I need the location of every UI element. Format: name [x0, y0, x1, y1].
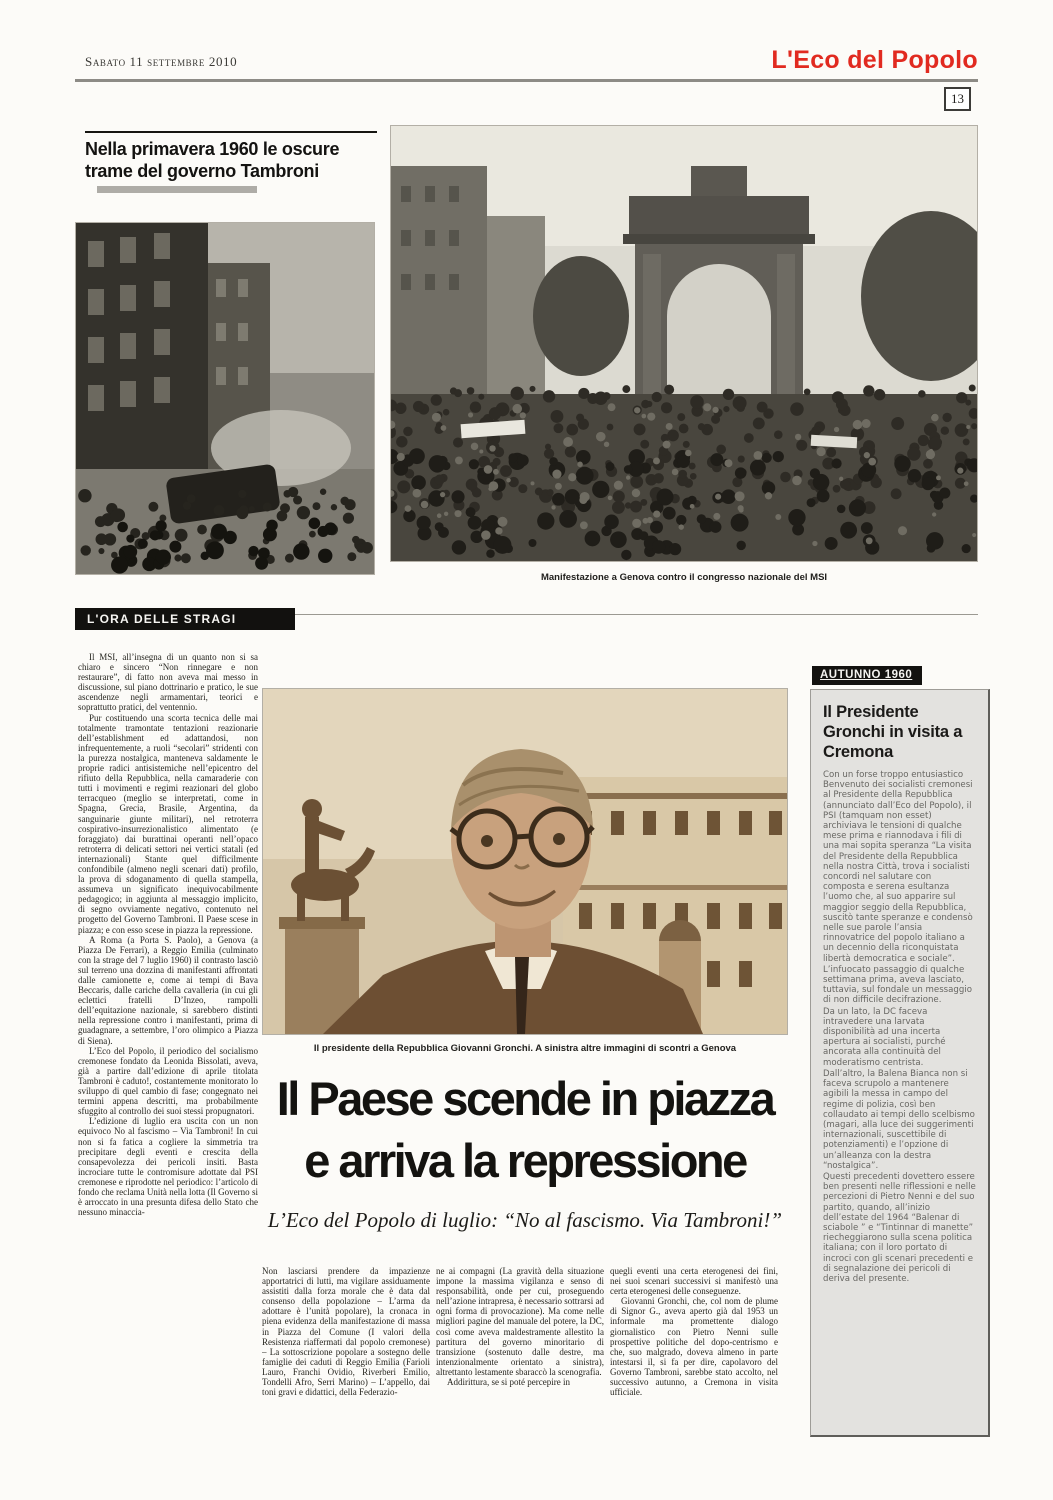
- sidebar-badge: [812, 666, 922, 685]
- sidebar-paragraph: Dall’altro, la Balena Bianca non si faceva scrupolo a mantenere agibili la messa in campo del regime di polizia, così ben collaudato ai tempi dello scelbismo (magari, alla luce dei suggerimenti internazionali, suscettibile di potenziamenti) e l’opzione di un’alleanza con la destra “nostalgica”.: [823, 1068, 975, 1171]
- headline-line2: e arriva la repressione: [304, 1134, 746, 1187]
- headline-line1: Il Paese scende in piazza: [276, 1072, 774, 1125]
- main-headline: [252, 1068, 798, 1192]
- photo-caption-right: Manifestazione a Genova contro il congresso nazionale del MSI: [540, 572, 828, 583]
- arch-silhouette: [623, 166, 815, 404]
- sidebar-paragraph: Questi precedenti dovettero essere ben presenti nelle riflessioni e nelle percezioni di Pietro Nenni e del suo partito, quando, all’inizio dell’estate del 1964 “Balenar di sciabole ” e “Tintinnar di manette” riecheggiarono sulla scena politica italiana; con il loro portato di incroci con gli scenari precedenti e di segnalazione dei pericoli di deriva del presente.: [823, 1171, 976, 1284]
- sidebar-badge-label: AUTUNNO 1960: [820, 669, 913, 681]
- article-paragraph: L’Eco del Popolo, il periodico del socialismo cremonese fondato da Leonida Bissolati, aveva, già a partire dall’edizione di aprile titolata Tambroni è caduto!, costantemente monitorato lo sviluppo di quel cambio di fase; congegnato nei termini appena descritti, ma probabilmente sfuggito al controllo dei suoi stessi propugnatori.: [78, 1045, 258, 1117]
- header-rule: [75, 79, 978, 82]
- issue-date: Sabato 11 settembre 2010: [85, 54, 238, 69]
- article-column-3: [436, 1266, 604, 1466]
- sidebar-body: [823, 770, 976, 1284]
- tree-silhouette: [533, 256, 629, 376]
- photo-caption-center: Il presidente della Repubblica Giovanni Gronchi. A sinistra altre immagini di scontri a Genova: [313, 1043, 737, 1054]
- article-paragraph: A Roma (a Porta S. Paolo), a Genova (a Piazza De Ferrari), a Reggio Emilia (culminato con la strage del 7 luglio 1960) il contrasto lasciò sul terreno una dozzina di manifestanti affrontati dalle camionette e, come ai tempi di Bava Beccaris, dalle cariche della cavalleria (in cui gli eclettici fratelli D’Inzeo, rampolli dell’equitazione nazionale, si sarebbero distinti nella repressione contro i manifestanti, prima di guadagnare, a settembre, l’oro olimpico a Piazza di Siena).: [78, 934, 258, 1046]
- article-paragraph: Pur costituendo una scorta tecnica delle mai totalmente tramontate tentazioni reazionarie dell’establishment ed adattandosi, non infrequentemente, a ruoli “secolari” stridenti con la purezza nostalgica, manteneva saldamente le proprie radici antisistemiche nell’epicentro del rifiuto della Repubblica, nella camaraderie con tutti i movimenti e regimi reazionari del globo terracqueo (meglio se interpretati, come in Spagna, Grecia, Brasile, Argentina, da sanguinarie giunte militari), nel retroterra cospirativo-insurrezionalistico alimentato (e foraggiato) dai burattinai operanti nell’opaco retroterra di delicati settori nei vertici statali (ed internazionali) Stante quel difficilmente confondibile (almeno negli scenari dati) profilo, la prova di sdoganamento di quella stampella, assumeva un significato inequivocabilmente pedagogico; in aggiunta al messaggio implicito, di segno ovviamente negativo, contenuto nel progetto del Governo Tambroni. Il Paese scese in piazza; e con esso scese in piazza la repressione.: [78, 712, 258, 935]
- sidebar-title: Il Presidente Gronchi in visita a Cremona: [823, 703, 963, 761]
- article-paragraph: Giovanni Gronchi, che, col nom de plume di Signor G., aveva aperto già dal 1953 un informale ma promettente dialogo giornalistico con Pietro Nenni sulle prospettive politiche del dopo-centrismo e che, suo malgrado, doveva almeno in parte intestarsi il, si fa per dire, capolavoro del Governo Tambroni, sarebbe stato accolto, nel successivo autunno, a Cremona in visita ufficiale.: [610, 1296, 778, 1398]
- kicker-headline: Nella primavera 1960 le oscure trame del governo Tambroni: [85, 139, 340, 181]
- sidebar-paragraph: L’infuocato passaggio di qualche settimana prima, aveva lasciato, tuttavia, sul fondale un messaggio di non difficile decifrazione.: [823, 964, 972, 1006]
- sidebar-paragraph: Con un forse troppo entusiastico Benvenuto dei socialisti cremonesi al Presidente della Repubblica (annunciato dall’Eco del Popolo), il PSI (tamquam non esset) archiviava le tensioni di qualche mese prima e riannodava i fili di una mai sopita speranza “La visita del Presidente della Repubblica nella nostra Città, trova i socialisti concordi nel salutare con composta e serena esultanza l’uomo che, al suo apparire sul maggior seggio della Repubblica, suscitò tante speranze e condensò nelle sue parole l’ansia rinnovatrice del popolo italiano a un decennio della riconquistata libertà democratica e sociale”.: [823, 770, 973, 964]
- subheadline: L’Eco del Popolo di luglio: “No al fascismo. Via Tambroni!”: [267, 1208, 783, 1232]
- article-column-2: [262, 1266, 430, 1466]
- article-column-1: [78, 652, 258, 1466]
- article-paragraph: ne ai compagni (La gravità della situazione impone la massima vigilanza e senso di responsabilità, onde per cui, proseguendo nell’azione intrapresa, è necessario sottrarsi ad ogni forma di provocazione). Ma come nelle migliori pagine del manuale del potere, la DC, così come aveva maldestramente allestito la partitura del governo minoritario di transizione (sostenuto dalle destre, ma intenzionalmente orientato a sinistra), altrettanto lestamente sbaraccò la scenografia.: [436, 1266, 604, 1377]
- sidebar-paragraph: Da un lato, la DC faceva intravedere una larvata disponibilità ad una incerta apertura ai socialisti, purché ancorata alla continuità del moderatismo centrista.: [823, 1006, 946, 1068]
- photo-genova-demonstration: [390, 125, 978, 562]
- kicker-top-rule: [85, 131, 377, 133]
- masthead-logo: L'Eco del Popolo: [771, 46, 978, 74]
- photo-riot-street: [75, 222, 375, 575]
- article-paragraph: quegli eventi una certa eterogenesi dei fini, nei suoi scenari successivi si manifestò una certa eterogenesi delle conseguenze.: [610, 1266, 778, 1297]
- page-number: 13: [944, 87, 971, 111]
- article-paragraph: L’edizione di luglio era uscita con un non equivoco No al fascismo – Via Tambroni! In cui non si fa fatica a cogliere la simmetria tra precipitare degli eventi e crescita della consapevolezza dei pericoli insiti. Basta incrociare tutte le contromisure adottate dal PSI cremonese e riprodotte nel periodico: l’articolo di fondo che reclama Unità nella lotta (Il Governo si è arroccato in una presunta difesa dello Stato che nessuno minaccia-: [78, 1116, 258, 1218]
- photo-gronchi-portrait: [262, 688, 788, 1035]
- section-label: L'ORA DELLE STRAGI: [75, 608, 295, 630]
- sidebar-panel: [810, 689, 990, 1437]
- article-paragraph: Addirittura, se si poté percepire in: [447, 1377, 570, 1388]
- article-paragraph: Non lasciarsi prendere da impazienze apportatrici di lutti, ma vigilare assiduamente assistiti dalla forza morale che è data dal consenso della popolazione – L’arma da adottare è l’unità popolare), la cronaca in piena evidenza della manifestazione di massa in Piazza del Comune (I valori della Resistenza riaffermati dal popolo cremonese) – La sottoscrizione popolare a sostegno delle famiglie dei caduti di Reggio Emilia (Farioli Lauro, Franchi Ovidio, Riverberi Emilio, Tondelli Afro, Serri Marino) – L’appello, dai toni gravi e didattici, della Federazio-: [262, 1266, 430, 1398]
- article-column-4: [610, 1266, 778, 1466]
- kicker-gray-bar: [97, 186, 257, 193]
- article-paragraph: Il MSI, all’insegna di un quanto non si sa chiaro e sincero “Non rinnegare e non restaurare”, di fatto non aveva mai messo in discussione, sul piano dottrinario e pratico, le sue ascendenze negli armamentari, teorici e soprattutto pratici, del ventennio.: [78, 652, 258, 713]
